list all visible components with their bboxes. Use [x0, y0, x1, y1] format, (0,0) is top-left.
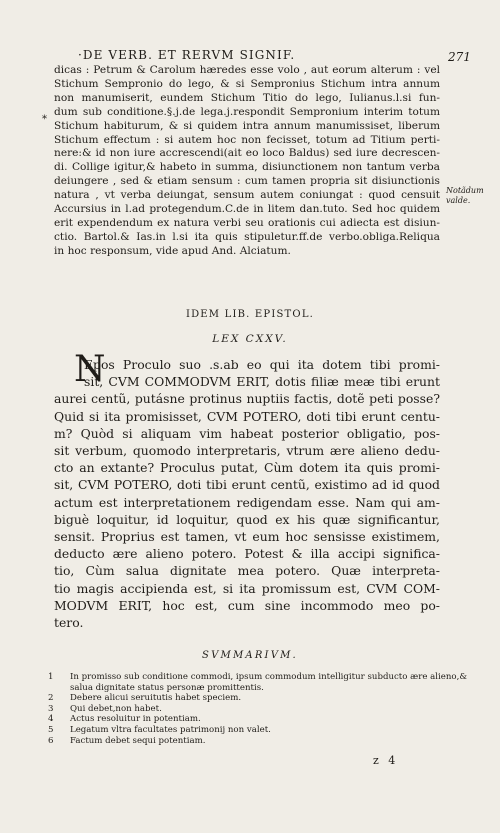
summary-item	[48, 714, 448, 725]
text-line: Stichum Sempronio do lego, & si Sempronius Stichum intra annum	[54, 77, 440, 90]
text-line: sensit. Proprius est tamen, vt eum hoc sensisse existimem,	[54, 529, 440, 545]
text-line: erit expendendum ex natura verbi seu orationis cui adiecta est disiun-	[54, 216, 440, 229]
text-line: Accursius in l.ad protegendum.C.de in litem dan.tuto. Sed hoc quidem	[54, 203, 440, 216]
text-line: deducto ære alieno potero. Potest & illa accipi significa-	[54, 546, 440, 562]
paragraph-commentary	[54, 64, 440, 259]
paragraph-lex	[54, 356, 440, 631]
summary-text: In promisso sub conditione commodi, ipsum commodum intelligitur subducto ære alieno,&	[70, 672, 467, 682]
text-line: cto an extante? Proculus putat, Cùm dotem ita quis promi-	[54, 460, 440, 476]
text-line: tero.	[54, 615, 84, 631]
summary-number: 3	[48, 703, 54, 714]
text-line: tio magis accipienda est, si ita promissum est, CVM COM-	[54, 580, 440, 596]
summary-number: 2	[48, 693, 54, 704]
summary-text: Legatum vltra facultates patrimonij non valet.	[70, 724, 271, 735]
summary-item	[48, 725, 448, 736]
margin-note	[446, 186, 496, 206]
text-line: dum sub conditione.§.j.de lega.j.respondit Sempronium interim totum	[54, 105, 440, 118]
text-line: di. Collige igitur,& habeto in summa, disiunctionem non tantum verba	[54, 161, 440, 174]
text-line: Stichum effectum : si autem hoc non fecisset, totum ad Titium perti-	[54, 133, 440, 146]
drop-cap: N	[74, 349, 106, 390]
margin-note-line: valde.	[446, 196, 471, 205]
text-line: ctio. Bartol.& Ias.in l.si ita quis stipuletur.ff.de verbo.obliga.Reliqua	[54, 230, 440, 243]
lex-heading: LEX CXXV.	[212, 333, 288, 345]
summary-text: Qui debet,non habet.	[70, 703, 162, 714]
summary-number: 5	[48, 724, 54, 735]
signature-mark: z 4	[373, 754, 399, 767]
text-line: natura , vt verba deiungat, sensum autem coniungat : quod censuit	[54, 189, 440, 202]
summary-text: Actus resoluitur in potentiam.	[70, 714, 201, 725]
summary-text: salua dignitate status personæ promittentis.	[70, 682, 264, 693]
text-line: MODVM ERIT, hoc est, cum sine incommodo meo po-	[54, 597, 440, 613]
summary-text: Factum debet sequi potentiam.	[70, 735, 206, 746]
summary-number: 4	[48, 714, 54, 725]
text-line: biguè loquitur, id loquitur, quod ex his quæ significantur,	[54, 511, 440, 527]
summary-number	[48, 683, 70, 694]
text-line: sit, CVM COMMODVM ERIT, dotis filiæ meæ tibi erunt	[84, 374, 440, 390]
text-line: Epos Proculo suo .s.ab eo qui ita dotem tibi promi-	[84, 357, 440, 372]
page-number: 271	[448, 50, 471, 64]
margin-note-line: Notãdum	[446, 186, 484, 195]
text-line: actum est interpretationem redigendam esse. Nam qui am-	[54, 494, 440, 510]
summary-item	[48, 672, 467, 683]
summary-number: 6	[48, 735, 54, 746]
summary-item	[48, 736, 448, 747]
text-line: Stichum habiturum, & si quidem intra annum manumissiset, liberum	[54, 119, 440, 132]
text-line: deiungere , sed & etiam sensum : cum tamen propria sit disiunctionis	[54, 175, 440, 188]
text-line: sit, CVM POTERO, doti tibi erunt centũ, existimo ad id quod	[54, 477, 440, 493]
summary-item	[48, 704, 448, 715]
running-header: ·DE VERB. ET RERVM SIGNIF.	[78, 48, 296, 62]
text-line: Quid si ita promisisset, CVM POTERO, doti tibi erunt centu-	[54, 408, 440, 424]
epistol-heading: IDEM LIB. EPISTOL.	[185, 309, 315, 320]
text-line: tio, Cùm salua dignitate mea potero. Quæ interpreta-	[54, 563, 440, 579]
text-line: m? Quòd si aliquam vim habeat posterior obligatio, pos-	[54, 425, 440, 441]
margin-marker: *	[42, 114, 47, 125]
text-line: dicas : Petrum & Carolum hæredes esse volo , aut eorum alterum : vel	[54, 64, 440, 76]
summarium-heading: SVMMARIVM.	[202, 650, 298, 661]
summary-item	[48, 683, 448, 694]
text-line: nere:& id non iure accrescendi(ait eo loco Baldus) sed iure decrescen-	[54, 147, 440, 160]
text-line: sit verbum, quomodo interpretaris, vtrum ære alieno dedu-	[54, 443, 440, 459]
text-line: in hoc responsum, vide apud And. Alciatum.	[54, 244, 291, 257]
text-line: non manumiserit, eundem Stichum Titio do lego, Iulianus.l.si fun-	[54, 91, 440, 104]
summary-number: 1	[48, 672, 54, 682]
summary-item	[48, 693, 448, 704]
summary-list	[48, 672, 467, 746]
text-line: aurei centũ, putásne protinus nuptiis factis, dotẽ peti posse?	[54, 391, 440, 407]
summary-text: Debere alicui seruitutis habet speciem.	[70, 693, 242, 704]
